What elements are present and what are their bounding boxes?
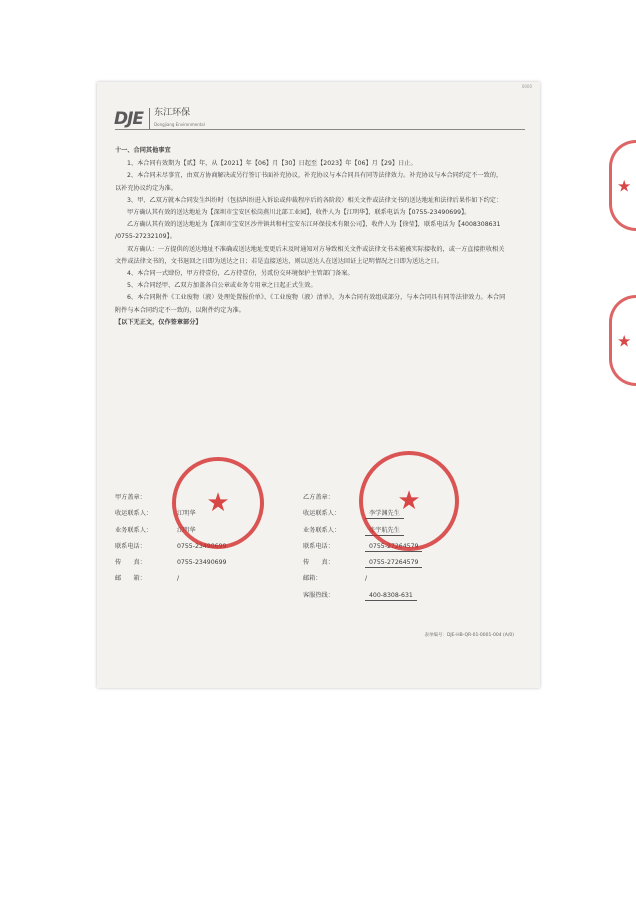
company-logo (114, 108, 205, 130)
party-b-value: 0755-27264579 (365, 542, 422, 552)
party-a-seal-stamp (172, 457, 264, 549)
corner-mark: 0000 (521, 84, 532, 89)
header-rule (115, 129, 525, 130)
party-a-label: 传 真： (115, 559, 146, 567)
clause-1: 1、本合同有效期为【贰】年，从【2021】年【06】月【30】日起至【2023】年【06】月【29】日止。 (127, 160, 417, 168)
clause-2: 2、本合同未尽事宜，由双方协商解决或另行签订书面补充协议，补充协议与本合同具有同等法律效力。补充协议与本合同约定不一致的，以补充协议约定为准。 (115, 172, 503, 192)
logo-mark: DJE (114, 109, 144, 129)
party-b-label: 联系电话： (303, 542, 334, 550)
section-title: 十一、合同其他事宜 (115, 147, 171, 154)
seal-star-icon: ★ (397, 486, 421, 516)
party-a-value: 0755-23490699 (177, 542, 227, 550)
logo-company-name: 东江环保 (154, 108, 191, 118)
form-code: 表单编号：DJE-HB-QR-01-0001-004 (A/0) (424, 633, 514, 638)
party-b-value: 400-8308-631 (365, 591, 417, 601)
seal-star-icon: ★ (206, 488, 230, 518)
party-b-row (303, 571, 513, 587)
party-b-label: 业务联系人： (303, 526, 341, 534)
clause-3-confirm: 双方确认：一方提供的送达地址不准确或送达地址变更后未及时通知对方导致相关文件或法律文书未能被实际接收的，或一方直接拒收相关文件或法律文书的，文书退回之日即为送达之日；若是直接送达，则以送达人在送达回证上记明情况之日即为送达之日。 (115, 245, 505, 265)
party-a-value: 0755-23490699 (177, 559, 227, 567)
contract-body (115, 145, 507, 329)
clause-3: 3、甲、乙双方就本合同发生纠纷时（包括纠纷进入诉讼或仲裁程序后的各阶段）相关文件或法律文书的送达地址和法律后果作如下约定： (127, 196, 503, 204)
page-edge-seal-stamp (609, 295, 636, 386)
party-b-label: 乙方盖章： (303, 494, 334, 501)
party-b-value: 张宇航先生 (365, 526, 404, 536)
clause-4: 4、本合同一式肆份，甲方持壹份，乙方持壹份，另贰份交环境保护主管部门备案。 (127, 270, 354, 278)
seal-star-icon: ★ (617, 331, 632, 350)
page-edge-seal-stamp (609, 140, 636, 231)
clause-3-party-b: 乙方确认其有效的送达地址为【深圳市宝安区沙井镇共和村宝安东江环保技术有限公司】，收件人为【徐莹】，联系电话为【4008308631 /0755-27232109】。 (115, 221, 501, 241)
party-b-row (303, 588, 513, 604)
logo-name-block (149, 108, 205, 130)
party-a-value: 江明华 (177, 510, 196, 518)
clause-6: 6、本合同附件《工业废物（液）处理处置报价单》、《工业废物（液）清单》，为本合同有效组成部分，与本合同具有同等法律效力。本合同附件与本合同约定不一致的，以附件约定为准。 (115, 294, 506, 314)
party-b-label: 客服热线： (303, 591, 334, 599)
party-a-row (115, 571, 305, 587)
party-b-value: 0755-27264579 (365, 558, 422, 568)
party-b-value: / (365, 575, 368, 583)
party-b-label: 邮箱： (303, 575, 322, 583)
party-a-label: 业务联系人： (115, 526, 153, 534)
signature-note: 【以下无正文，仅作签章部分】 (115, 318, 202, 326)
party-b-row (303, 555, 513, 571)
party-a-label: 收运联系人： (115, 510, 153, 518)
party-a-value: 江明华 (177, 526, 196, 534)
seal-star-icon: ★ (617, 176, 632, 195)
party-a-value: / (177, 575, 180, 583)
party-a-label: 联系电话： (115, 542, 146, 550)
party-b-seal-stamp (359, 451, 459, 551)
scanned-contract-page (97, 82, 540, 688)
clause-5: 5、本合同经甲、乙双方加盖各自公章或业务专用章之日起正式生效。 (127, 282, 317, 290)
clause-3-party-a: 甲方确认其有效的送达地址为【深圳市宝安区松岗燕川北部工业园】，收件人为【江明华】，联系电话为【0755-23490699】。 (127, 209, 471, 217)
logo-company-sub: Dongjiang Environmental (154, 122, 205, 127)
party-b-value: 李学渊先生 (365, 509, 404, 519)
party-a-row (115, 555, 305, 571)
party-b-label: 收运联系人： (303, 510, 341, 518)
party-b-label: 传 真： (303, 559, 334, 567)
party-a-label: 甲方盖章： (115, 494, 146, 501)
party-a-label: 邮 箱： (115, 575, 146, 583)
